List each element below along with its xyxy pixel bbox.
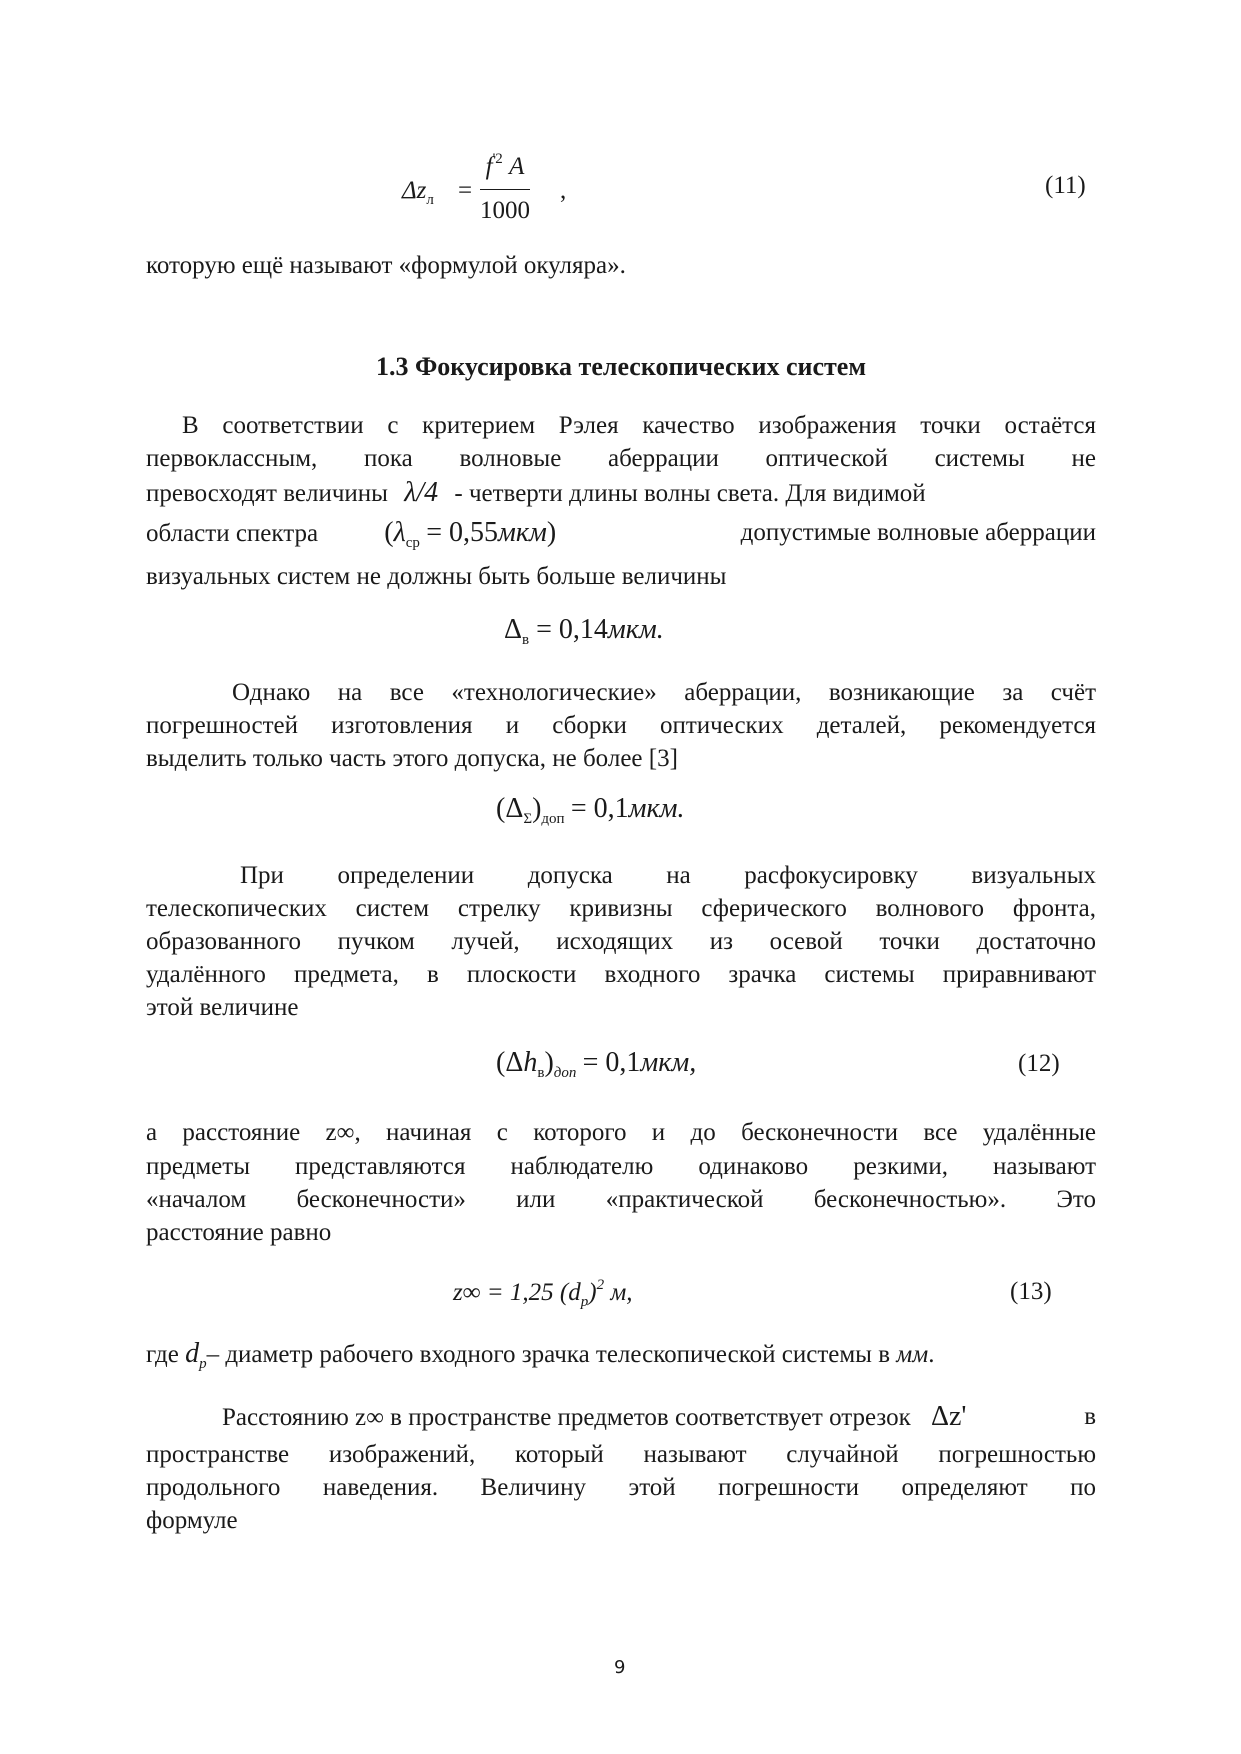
eq11-comma: , xyxy=(560,177,567,204)
equation-delta-sigma: $(\Delta_\Sigma)_{доп} = 0,1мкм$. xyxy=(496,793,685,827)
paragraph-defocus-line5: этой величине xyxy=(146,994,299,1021)
paragraph-tech-line3: выделить только часть этого допуска, не более [3] xyxy=(146,745,678,772)
equation-13: z∞ = 1,25 $(d_p)^2$ м, xyxy=(453,1277,633,1310)
lambda-mean-formula: $(\lambda_{ср} = 0,55мкм)$ xyxy=(384,517,557,551)
equation-12: $(\Delta h_в)_{доп} = 0,1мкм$, xyxy=(496,1047,697,1081)
equation-11-number: (11) xyxy=(1045,172,1086,199)
equation-13-number: (13) xyxy=(1010,1278,1052,1305)
paragraph-defocus-line1: При определении допуска на расфокусировку визуальных xyxy=(240,862,1096,889)
paragraph-error-line4: формуле xyxy=(146,1507,238,1534)
lambda-quarter-formula: λ/4 xyxy=(404,477,439,508)
paragraph-infinity-line4: расстояние равно xyxy=(146,1219,332,1246)
paragraph-error-line3: продольного наведения. Величину этой погрешности определяют по xyxy=(146,1474,1096,1501)
paragraph-defocus-line2: телескопических систем стрелку кривизны сферического волнового фронта, xyxy=(146,895,1096,922)
paragraph-error-line2: пространстве изображений, который называют случайной погрешностью xyxy=(146,1441,1096,1468)
paragraph-rayleigh-line3: превосходят величины λ/4 - четверти длины волны света. Для видимой xyxy=(146,477,926,508)
equation-11 xyxy=(402,150,802,230)
section-heading: 1.3 Фокусировка телескопических систем xyxy=(375,352,867,381)
paragraph-rayleigh-line5: визуальных систем не должны быть больше величины xyxy=(146,563,727,590)
equation-delta-v: $\Delta_в = 0,14мкм$. xyxy=(504,614,664,648)
paragraph-defocus-line3: образованного пучком лучей, исходящих из осевой точки достаточно xyxy=(146,928,1096,955)
paragraph-rayleigh-line4: области спектра $(\lambda_{ср} = 0,55мкм)$ допустимые волновые аберрации xyxy=(146,517,1096,551)
paragraph-rayleigh-line2: первоклассным, пока волновые аберрации оптической системы не xyxy=(146,445,1096,472)
paragraph-tech-line2: погрешностей изготовления и сборки оптических деталей, рекомендуется xyxy=(146,712,1096,739)
paragraph-infinity-line3: «началом бесконечности» или «практической бесконечностью». Это xyxy=(146,1186,1096,1213)
paragraph-tech-line1: Однако на все «технологические» аберрации, возникающие за счёт xyxy=(232,679,1096,706)
paragraph-error-line1: Расстоянию z∞ в пространстве предметов соответствует отрезок Δz' в xyxy=(222,1401,1096,1432)
paragraph-formula-name: которую ещё называют «формулой окуляра». xyxy=(146,252,626,279)
eq11-lhs: $\Delta z_л$ xyxy=(402,177,434,208)
delta-z-formula: Δz' xyxy=(931,1401,967,1432)
eq11-fraction: $\frac{f^{'2} A}{1000}$ xyxy=(480,151,530,224)
paragraph-defocus-line4: удалённого предмета, в плоскости входного зрачка системы приравнивают xyxy=(146,961,1096,988)
equation-12-number: (12) xyxy=(1018,1050,1060,1077)
paragraph-pupil-diameter: где $d_p-$ диаметр рабочего входного зрачка телескопической системы в мм. xyxy=(146,1338,935,1372)
paragraph-infinity-line2: предметы представляются наблюдателю одинаково резкими, называют xyxy=(146,1153,1096,1180)
paragraph-rayleigh-line1: В соответствии с критерием Рэлея качество изображения точки остаётся xyxy=(182,412,1096,439)
paragraph-infinity-line1: а расстояние z∞, начиная с которого и до бесконечности все удалённые xyxy=(146,1119,1096,1146)
page-number: 9 xyxy=(614,1657,626,1678)
eq11-equals: = xyxy=(458,177,473,204)
